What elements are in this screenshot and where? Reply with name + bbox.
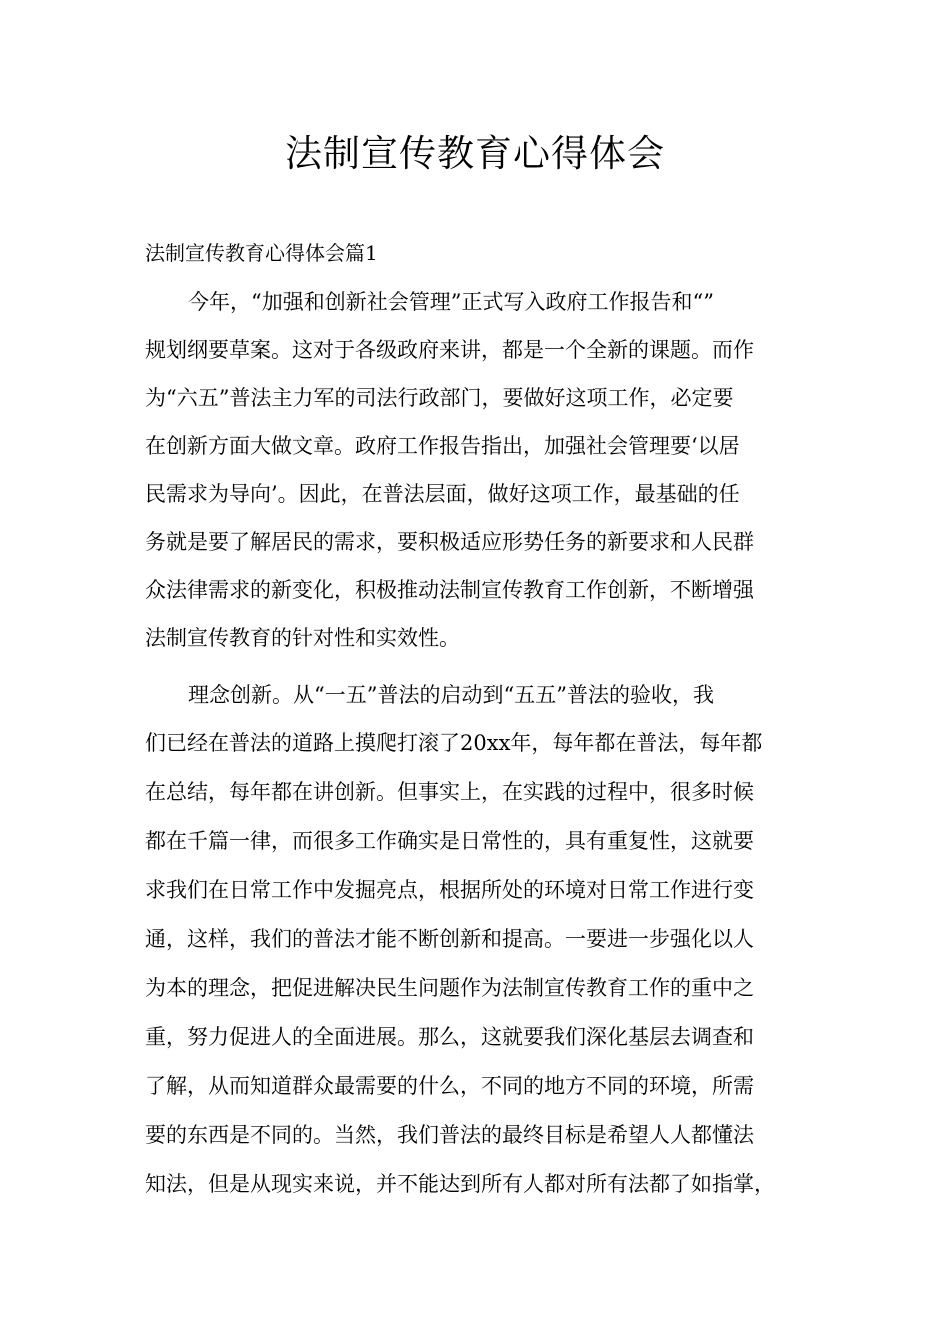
paragraph-line: 求我们在日常工作中发掘亮点，根据所处的环境对日常工作进行变 (145, 878, 754, 902)
paragraph-line: 民需求为导向’。因此，在普法层面，做好这项工作，最基础的任 (145, 482, 740, 506)
paragraph-line: 们已经在普法的道路上摸爬打滚了20xx年，每年都在普法，每年都 (145, 731, 763, 755)
paragraph-line: 理念创新。从“一五”普法的启动到“五五”普法的验收，我 (188, 683, 714, 707)
paragraph-line: 都在千篇一律，而很多工作确实是日常性的，具有重复性，这就要 (145, 829, 754, 853)
paragraph-line: 了解，从而知道群众最需要的什么，不同的地方不同的环境，所需 (145, 1074, 754, 1098)
paragraph-line: 务就是要了解居民的需求，要积极适应形势任务的新要求和人民群 (145, 530, 754, 554)
paragraph-line: 法制宣传教育的针对性和实效性。 (145, 626, 460, 650)
paragraph-line: 为本的理念，把促进解决民生问题作为法制宣传教育工作的重中之 (145, 976, 754, 1000)
document-title: 法制宣传教育心得体会 (285, 132, 665, 175)
paragraph-line: 规划纲要草案。这对于各级政府来讲，都是一个全新的课题。而作 (145, 338, 754, 362)
paragraph-line: 众法律需求的新变化，积极推动法制宣传教育工作创新，不断增强 (145, 578, 754, 602)
paragraph-line: 今年，“加强和创新社会管理”正式写入政府工作报告和“” (188, 290, 714, 314)
paragraph-line: 在创新方面大做文章。政府工作报告指出，加强社会管理要‘以居 (145, 434, 740, 458)
paragraph-line: 知法，但是从现实来说，并不能达到所有人都对所有法都了如指掌， (145, 1172, 775, 1196)
section-heading: 法制宣传教育心得体会篇1 (145, 241, 378, 265)
paragraph-line: 要的东西是不同的。当然，我们普法的最终目标是希望人人都懂法 (145, 1123, 754, 1147)
paragraph-line: 为“六五”普法主力军的司法行政部门，要做好这项工作，必定要 (145, 386, 734, 410)
paragraph-line: 重，努力促进人的全面进展。那么，这就要我们深化基层去调查和 (145, 1025, 754, 1049)
paragraph-line: 在总结，每年都在讲创新。但事实上，在实践的过程中，很多时候 (145, 780, 754, 804)
paragraph-line: 通，这样，我们的普法才能不断创新和提高。一要进一步强化以人 (145, 927, 754, 951)
